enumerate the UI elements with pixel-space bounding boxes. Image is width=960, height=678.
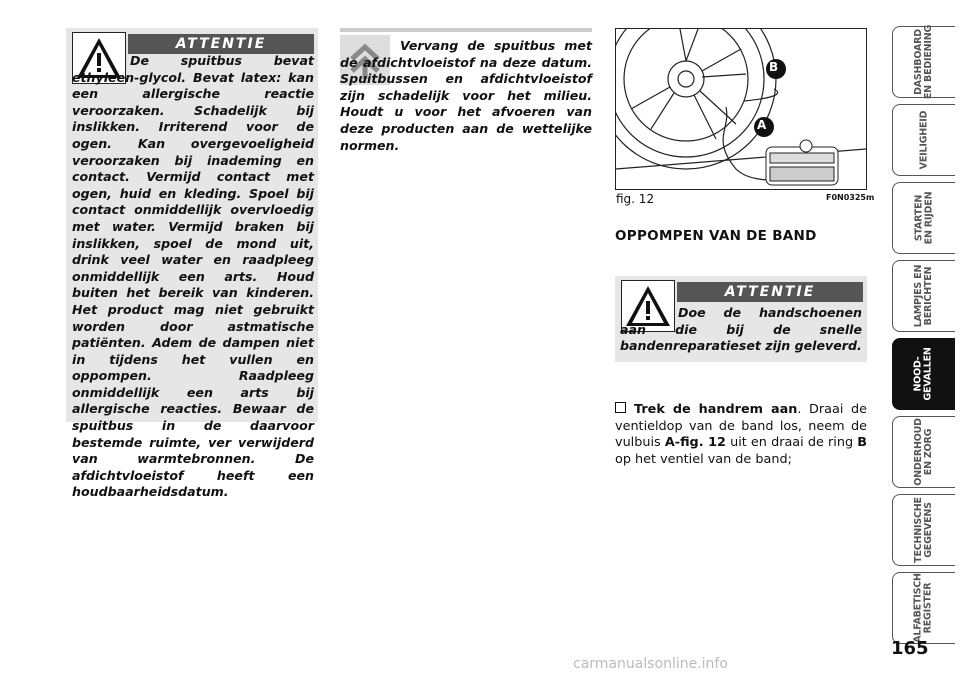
tab-dashboard[interactable]: DASHBOARD EN BEDIENING	[892, 26, 955, 98]
tab-index[interactable]: ALFABETISCH REGISTER	[892, 572, 955, 644]
page-number: 165	[891, 638, 929, 659]
step-1-text-2: uit en draai de ring	[725, 435, 858, 451]
label-a: A	[757, 118, 767, 132]
step-1-ref2: B	[857, 435, 867, 451]
section-heading: OPPOMPEN VAN DE BAND	[615, 228, 817, 244]
step-checkbox-icon	[615, 402, 626, 413]
step-1-text-3: op het ventiel van de band;	[615, 451, 792, 467]
tab-emergencies[interactable]: NOOD- GEVALLEN	[892, 338, 955, 410]
figure-code: F0N0325m	[826, 193, 875, 202]
step-1-text-1: . Draai de ventieldop van de band los, neem de vulbuis	[615, 402, 868, 451]
tab-warning-lights[interactable]: LAMPJES EN BERICHTEN	[892, 260, 955, 332]
step-1-bold: Trek de handrem aan	[634, 402, 798, 417]
tab-safety[interactable]: VEILIGHEID	[892, 104, 955, 176]
step-1-ref: A-fig. 12	[664, 435, 726, 451]
label-b: B	[769, 60, 779, 74]
environment-note-box	[340, 28, 592, 32]
warning-banner: ATTENTIE	[128, 34, 314, 54]
warning-text-right: Doe de handschoenen aan die bij de snelle bandenreparatieset zijn geleverd.	[620, 305, 862, 354]
tab-starting[interactable]: STARTEN EN RIJDEN	[892, 182, 955, 254]
environment-note-text: Vervang de spuitbus met de afdichtvloeistof na deze datum. Spuitbussen en afdichtvloeistof zijn schadelijk voor het milieu. Houdt u voor het afvoeren van deze producten aan de wettelijke normen.	[340, 38, 592, 153]
figure-compressor	[615, 28, 867, 190]
tab-technical-data[interactable]: TECHNISCHE GEGEVENS	[892, 494, 955, 566]
step-1	[615, 402, 867, 468]
figure-caption: fig. 12	[616, 192, 655, 206]
footer-watermark: carmanualsonline.info	[573, 656, 728, 672]
warning-text-left: De spuitbus bevat ethyleen-glycol. Bevat latex: kan een allergische reactie veroorzaken. Schadelijk bij inslikken. Irriterend voor de ogen. Kan overgevoeligheid veroorzaken bij inademing en contact. Vermijd contact met ogen, huid en kleding. Spoel bij contact onmiddellijk overvloedig met water. Vermijd braken bij inslikken, spoel de mond uit, drink veel water en raadpleeg onmiddellijk een arts. Houd buiten het bereik van kinderen. Het product mag niet gebruikt worden door astmatische patiënten. Adem de dampen niet in tijdens het vullen en oppompen. Raadpleeg onmiddellijk een arts bij allergische reacties. Bewaar de spuitbus in de daarvoor bestemde ruimte, ver verwijderd van warmtebronnen. De afdichtvloeistof heeft een houdbaarheidsdatum.	[72, 53, 314, 500]
tab-maintenance[interactable]: ONDERHOUD EN ZORG	[892, 416, 955, 488]
warning-banner-right: ATTENTIE	[677, 282, 863, 302]
